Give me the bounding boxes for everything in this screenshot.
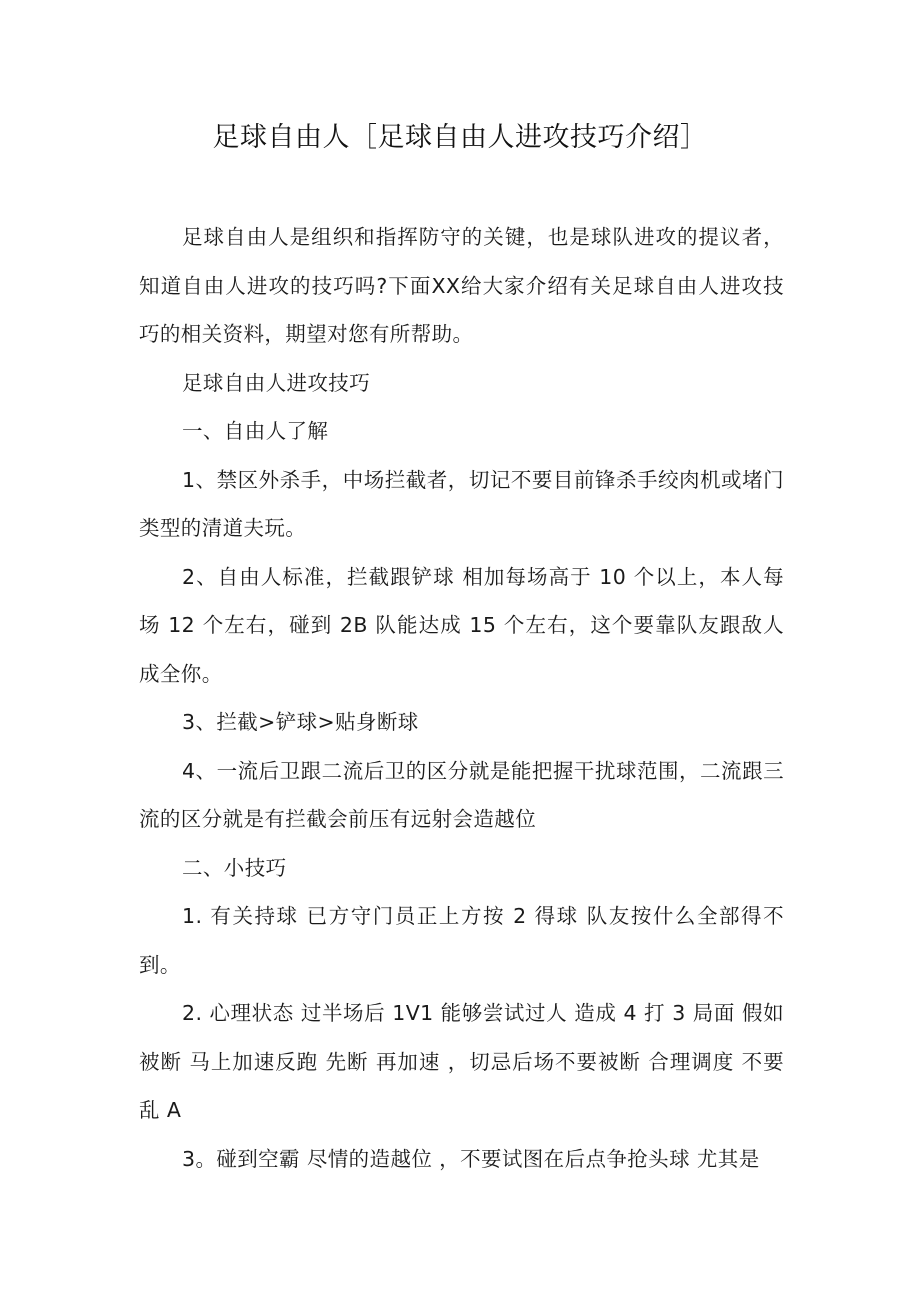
subsection-heading-small-tips: 二、小技巧 [182,855,287,880]
tip-item-1: 1. 有关持球 已方守门员正上方按 2 得球 队友按什么全部得不到。 [139,904,784,977]
document-title: 足球自由人［足球自由人进攻技巧介绍］ [212,122,708,153]
intro-paragraph: 足球自由人是组织和指挥防守的关键，也是球队进攻的提议者，知道自由人进攻的技巧吗?下面XX给大家介绍有关足球自由人进攻技巧的相关资料，期望对您有所帮助。 [139,225,784,346]
list-item-3: 3、拦截>铲球>贴身断球 [182,710,419,734]
list-item-1: 1、禁区外杀手，中场拦截者，切记不要目前锋杀手绞肉机或堵门类型的清道夫玩。 [139,467,784,540]
list-item-2: 2、自由人标准，拦截跟铲球 相加每场高于 10 个以上，本人每场 12 个左右，碰到 2B 队能达成 15 个左右，这个要靠队友跟敌人成全你。 [139,564,784,686]
tip-item-3: 3。碰到空霸 尽情的造越位 ，不要试图在后点争抢头球 尤其是 [182,1146,760,1171]
section-heading-attack-tips: 足球自由人进攻技巧 [182,370,371,395]
list-item-4: 4、一流后卫跟二流后卫的区分就是能把握干扰球范围，二流跟三流的区分就是有拦截会前压有远射会造越位 [139,758,784,831]
tip-item-2: 2. 心理状态 过半场后 1V1 能够尝试过人 造成 4 打 3 局面 假如被断 马上加速反跑 先断 再加速 ，切忌后场不要被断 合理调度 不要乱 A [139,1001,784,1122]
document-body [139,213,784,1183]
subsection-heading-understanding: 一、自由人了解 [182,419,329,443]
